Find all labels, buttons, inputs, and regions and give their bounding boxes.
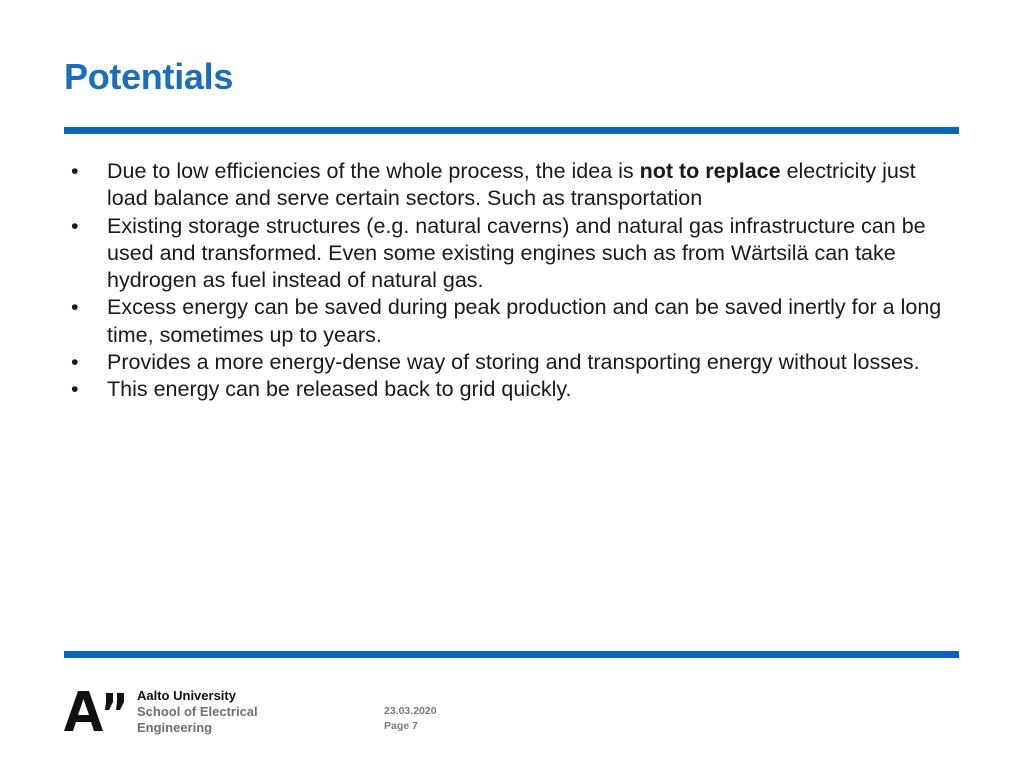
bullet-text: This energy can be released back to grid quickly.	[107, 377, 572, 402]
bullet-text: Excess energy can be saved during peak production and can be saved inertly for a long time, sometimes up to years.	[107, 295, 942, 347]
bullet-text: Due to low efficiencies of the whole process, the idea is	[107, 159, 640, 183]
bullet-item	[71, 349, 951, 376]
page-number: Page 7	[384, 720, 418, 732]
bullet-text: Provides a more energy-dense way of storing and transporting energy without losses.	[107, 350, 920, 375]
school-name-line2: Engineering	[137, 720, 213, 735]
bullet-item	[71, 158, 951, 213]
bullet-marker: •	[71, 159, 79, 183]
bullet-text: Existing storage structures (e.g. natural caverns) and natural gas infrastructure can be used and transformed. Even some existing engines such as from Wärtsilä can take hydrogen as fuel instead of natural gas.	[107, 213, 926, 293]
bullet-item	[71, 376, 951, 403]
bullet-list	[71, 158, 951, 404]
university-name: Aalto University	[137, 688, 236, 703]
slide-title: Potentials	[64, 56, 234, 97]
bullet-marker: •	[71, 295, 79, 320]
footer-divider	[64, 651, 959, 658]
organization-name	[137, 688, 258, 736]
aalto-logo	[64, 690, 126, 732]
slide-date: 23.03.2020	[384, 705, 437, 717]
bullet-item	[71, 213, 951, 295]
title-divider	[64, 127, 959, 134]
bullet-marker: •	[71, 213, 79, 238]
bullet-text: electricity just load balance and serve certain sectors. Such as transportation	[107, 159, 916, 211]
bullet-emphasis: not to replace	[639, 159, 781, 183]
school-name-line1: School of Electrical	[137, 704, 258, 719]
bullet-marker: •	[71, 377, 79, 402]
bullet-marker: •	[71, 350, 79, 375]
slide-meta	[384, 704, 437, 734]
bullet-item	[71, 294, 951, 349]
